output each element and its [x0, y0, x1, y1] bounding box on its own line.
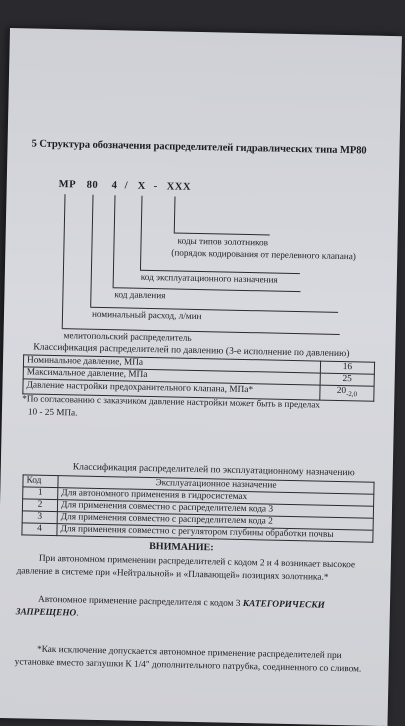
table-cell — [320, 385, 374, 401]
table-cell: 3 — [22, 511, 57, 524]
table-cell: Для применения совместно с регулятором глубины обработки почвы — [57, 524, 373, 543]
table-cell: 4 — [22, 523, 57, 536]
legend-manufacturer: мелитопольский распределитель — [63, 330, 192, 343]
table-cell: Давление настройки предохранительного клапана, МПа* — [23, 379, 320, 400]
legend-purpose-code: код эксплуатационного назначения — [140, 271, 278, 285]
attention-paragraph-2 — [16, 593, 370, 626]
attention-prohibited: КАТЕГОРИЧЕСКИ ЗАПРЕЩЕНО — [15, 599, 325, 619]
table-cell: Для применения совместно с распределителем кода 3 — [57, 500, 373, 519]
code-part-pressure: 4 — [111, 180, 118, 192]
purpose-table-caption: Классификация распределителей по эксплуатационному назначению — [72, 461, 355, 479]
code-part-purpose: Х — [137, 180, 146, 192]
leader-line-spools — [174, 196, 176, 232]
code-part-flow: 80 — [86, 179, 99, 191]
attention-para2-end: . — [76, 608, 79, 619]
attention-para2-text: Автономное применение распределителя с кодом 3 — [37, 594, 243, 609]
setting-tolerance: -2,0 — [345, 389, 358, 399]
code-part-slash: / — [124, 180, 129, 192]
leader-line-pressure — [113, 195, 116, 287]
table-cell: 25 — [320, 373, 374, 386]
table-cell: 1 — [23, 487, 58, 500]
code-part-dash: - — [153, 181, 158, 193]
header-code: Код — [23, 475, 58, 488]
leader-line-flow — [90, 195, 93, 307]
leader-line-mr — [62, 194, 66, 328]
purpose-table — [21, 474, 374, 542]
table-cell: 2 — [22, 499, 57, 512]
table-cell: Для применения совместно с распределителем кода 2 — [57, 512, 373, 531]
code-part-mr: МР — [58, 179, 77, 191]
code-part-spools: ХХХ — [166, 181, 192, 193]
table-cell: 16 — [320, 361, 374, 374]
legend-spool-codes: коды типов золотников — [177, 235, 269, 248]
attention-title: ВНИМАНИЕ: — [149, 541, 214, 554]
table-cell: Для автономного применения в гидросистемах — [58, 488, 374, 507]
attention-paragraph-1: При автономном применении распределителей с кодом 2 и 4 возникает высокое давление в системе при «Нейтральной» и «Плавающей» позициях золотника.* — [16, 553, 356, 583]
header-purpose: Эксплуатационное назначение — [58, 476, 374, 495]
pressure-footnote: *По согласованию с заказчиком давление настройки может быть в пределах — [22, 393, 321, 410]
section-title: 5 Структура обозначения распределителей гидравлических типа МР80 — [31, 138, 367, 157]
pressure-table-caption: Классификация распределителей по давлению (3-е исполнение по давлению) — [33, 341, 350, 360]
attention-footnote: *Как исключение допускается автономное применение распределителей при установке вместо заглушки К 1/4" дополнительного патрубка, соединенного со сливом. — [14, 644, 362, 675]
legend-coding-order: (порядок кодирования от перелевного клапана) — [171, 247, 357, 262]
table-cell: Максимальное давление, МПа — [23, 367, 320, 385]
pressure-footnote-range: 10 - 25 МПа. — [27, 406, 78, 418]
table-cell: Номинальное давление, МПа — [23, 355, 320, 373]
legend-flow: номинальный расход, л/мин — [91, 308, 202, 322]
leader-line-purpose — [140, 196, 143, 270]
legend-pressure-code: код давления — [114, 289, 166, 301]
document-page — [0, 28, 402, 726]
setting-value: 20 — [336, 385, 347, 397]
